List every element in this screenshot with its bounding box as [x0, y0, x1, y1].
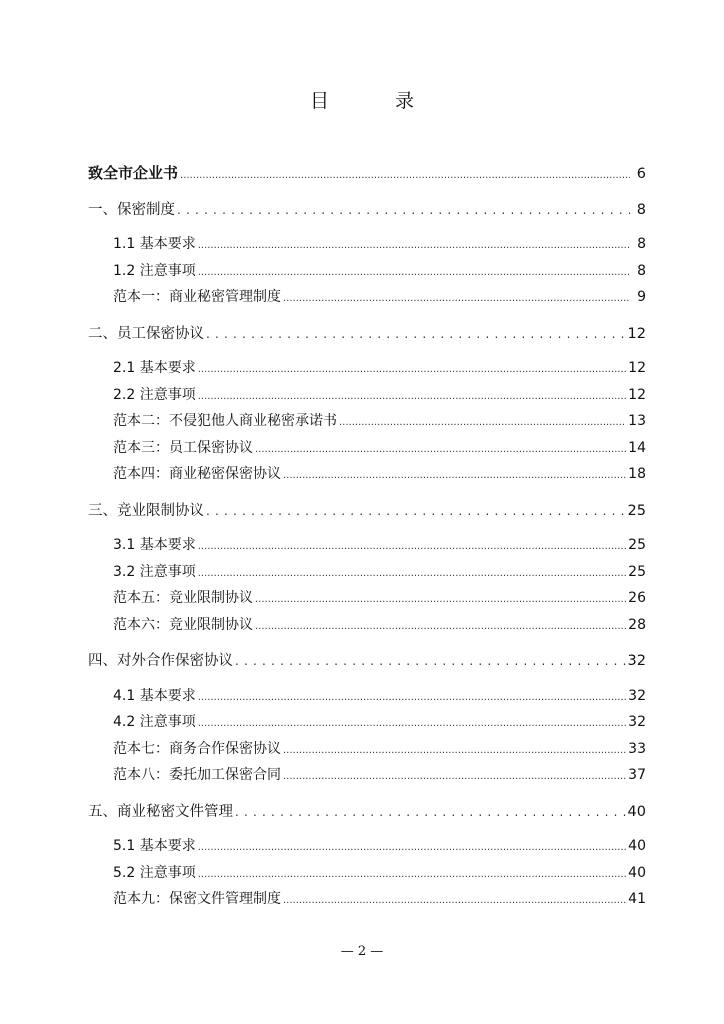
toc-template-1[interactable]: [88, 284, 646, 311]
toc-section-3-1[interactable]: [88, 532, 646, 559]
toc-section-1-1[interactable]: [88, 231, 646, 258]
toc-page-number: 25: [627, 502, 646, 519]
toc-entry-label: 3.1 基本要求: [113, 537, 196, 553]
dot-leader: [198, 260, 630, 287]
dot-leader: [283, 286, 630, 313]
dot-leader: [255, 587, 626, 614]
toc-entry-label: 范本一：商业秘密管理制度: [113, 289, 281, 305]
toc-page-number: 18: [628, 466, 646, 482]
toc-section-4-2[interactable]: [88, 709, 646, 736]
toc-entry-label: 三、竞业限制协议: [88, 502, 204, 519]
dot-leader: [283, 888, 626, 915]
toc-entry-label: 范本六：竞业限制协议: [113, 616, 253, 633]
dot-leader: [206, 498, 626, 525]
dot-leader: [198, 384, 626, 411]
toc-entry-label: 范本八：委托加工保密合同: [113, 767, 281, 783]
toc-entry-label: 致全市企业书: [88, 164, 179, 182]
toc-entry-label: 一、保密制度: [88, 201, 175, 218]
toc-template-7[interactable]: [88, 736, 646, 763]
toc-entry-label: 4.2 注意事项: [113, 714, 196, 730]
dot-leader: [198, 862, 626, 889]
toc-entry-label: 范本五：竞业限制协议: [113, 590, 253, 606]
dot-leader: [283, 738, 626, 765]
toc-page-number: 12: [628, 360, 646, 376]
toc-page-number: 25: [628, 563, 646, 580]
page-footer-number: — 2 —: [340, 944, 384, 959]
toc-chapter-3[interactable]: [88, 498, 646, 525]
toc-page-number: 12: [627, 325, 646, 342]
dot-leader: [235, 648, 626, 675]
dot-leader: [198, 357, 626, 384]
toc-page-number: 40: [628, 864, 646, 881]
toc-page-number: 40: [628, 838, 646, 854]
toc-section-2-1[interactable]: [88, 355, 646, 382]
toc-page-number: 9: [637, 289, 646, 305]
toc-template-5[interactable]: [88, 585, 646, 612]
toc-entry-label: 4.1 基本要求: [113, 687, 196, 704]
toc-page-number: 13: [628, 413, 646, 429]
dot-leader: [255, 437, 626, 464]
dot-leader: [198, 561, 626, 588]
toc-page-number: 33: [628, 740, 646, 757]
toc-entry-label: 二、员工保密协议: [88, 325, 204, 342]
toc-template-8[interactable]: [88, 762, 646, 789]
toc-entry-label: 2.1 基本要求: [113, 360, 196, 376]
toc-section-2-2[interactable]: [88, 382, 646, 409]
dot-leader: [283, 764, 626, 791]
dot-leader: [198, 711, 626, 738]
dot-leader: [177, 197, 630, 224]
toc-page-number: 14: [628, 439, 646, 456]
dot-leader: [206, 321, 626, 348]
toc-entry-label: 四、对外合作保密协议: [88, 653, 233, 669]
toc-section-5-2[interactable]: [88, 860, 646, 887]
toc-entry-label: 范本三：员工保密协议: [113, 439, 253, 456]
toc-section-1-2[interactable]: [88, 258, 646, 285]
toc-entry-label: 五、商业秘密文件管理: [88, 803, 233, 820]
toc-entry-label: 1.1 基本要求: [113, 236, 196, 252]
toc-entry-label: 范本二：不侵犯他人商业秘密承诺书: [113, 413, 337, 429]
toc-template-9[interactable]: [88, 886, 646, 913]
dot-leader: [198, 835, 626, 862]
toc-section-3-2[interactable]: [88, 559, 646, 586]
toc-entry-label: 范本七：商务合作保密协议: [113, 740, 281, 757]
toc-page-number: 8: [636, 201, 646, 218]
toc-entry-label: 范本九：保密文件管理制度: [113, 891, 281, 907]
toc-entry-label: 范本四：商业秘密保密协议: [113, 466, 281, 482]
toc-chapter-5[interactable]: [88, 799, 646, 826]
table-of-contents: [88, 160, 646, 913]
toc-template-4[interactable]: [88, 461, 646, 488]
toc-entry-label: 5.1 基本要求: [113, 838, 196, 854]
toc-page-number: 32: [628, 687, 646, 704]
dot-leader: [255, 614, 626, 641]
page-title: 目 录: [309, 90, 445, 112]
toc-section-4-1[interactable]: [88, 683, 646, 710]
toc-chapter-1[interactable]: [88, 197, 646, 224]
toc-page-number: 6: [636, 166, 646, 182]
toc-entry-label: 5.2 注意事项: [113, 864, 196, 881]
toc-section-5-1[interactable]: [88, 833, 646, 860]
toc-page-number: 26: [628, 590, 646, 606]
toc-page-number: 37: [628, 767, 646, 783]
toc-template-6[interactable]: [88, 612, 646, 639]
toc-page-number: 8: [637, 262, 646, 279]
toc-entry-label: 2.2 注意事项: [113, 386, 196, 403]
toc-page-number: 32: [628, 714, 646, 730]
toc-template-3[interactable]: [88, 435, 646, 462]
toc-page-number: 8: [637, 236, 646, 252]
dot-leader: [180, 163, 630, 190]
toc-page-number: 12: [628, 386, 646, 403]
dot-leader: [339, 410, 626, 437]
dot-leader: [283, 463, 626, 490]
toc-page-number: 25: [628, 537, 646, 553]
dot-leader: [198, 233, 630, 260]
toc-chapter-2[interactable]: [88, 321, 646, 348]
toc-entry-letter[interactable]: [88, 160, 646, 187]
dot-leader: [198, 534, 626, 561]
toc-chapter-4[interactable]: [88, 648, 646, 675]
toc-page-number: 32: [627, 653, 646, 669]
toc-page-number: 28: [628, 616, 646, 633]
toc-template-2[interactable]: [88, 408, 646, 435]
dot-leader: [235, 799, 626, 826]
toc-entry-label: 1.2 注意事项: [113, 262, 196, 279]
toc-page-number: 40: [627, 803, 646, 820]
toc-page-number: 41: [628, 891, 646, 907]
toc-entry-label: 3.2 注意事项: [113, 563, 196, 580]
dot-leader: [198, 685, 626, 712]
